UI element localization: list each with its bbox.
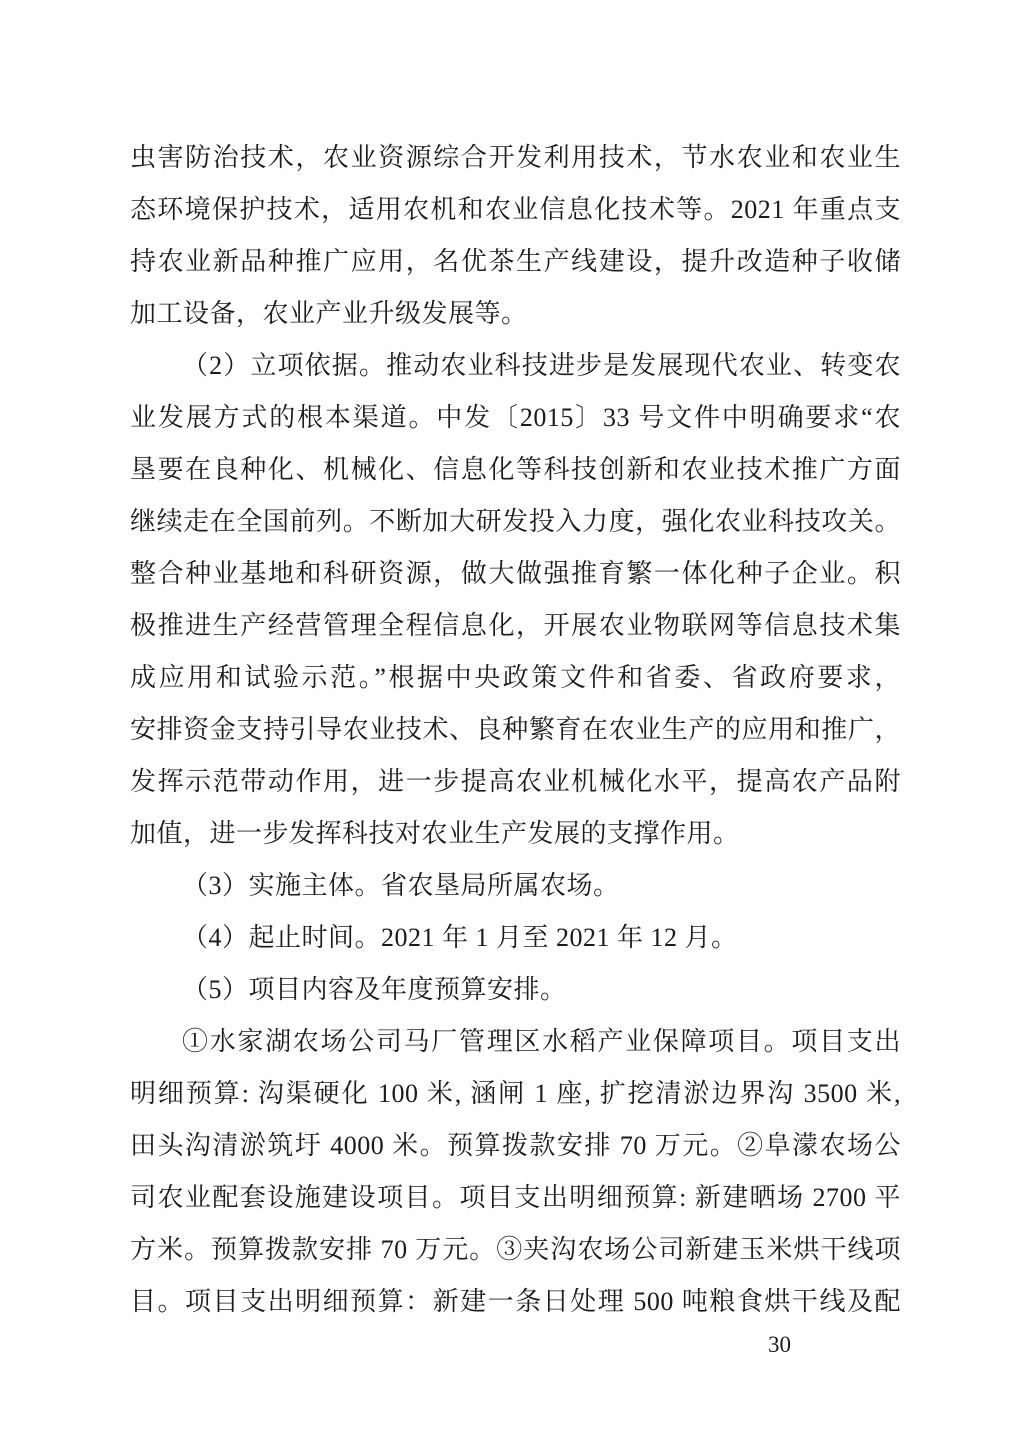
text-line-8: 继续走在全国前列。不断加大研发投入力度，强化农业科技攻关。	[130, 507, 901, 536]
text-line-23: 目。项目支出明细预算：新建一条日处理 500 吨粮食烘干线及配	[130, 1287, 901, 1316]
text-line-20: 田头沟清淤筑圩 4000 米。预算拨款安排 70 万元。②阜濛农场公	[130, 1131, 901, 1160]
text-line-3: 持农业新品种推广应用，名优茶生产线建设，提升改造种子收储	[130, 247, 901, 276]
text-line-9: 整合种业基地和科研资源，做大做强推育繁一体化种子企业。积	[130, 559, 901, 588]
text-line-21: 司农业配套设施建设项目。项目支出明细预算: 新建晒场 2700 平	[130, 1183, 901, 1212]
text-line-11: 成应用和试验示范。”根据中央政策文件和省委、省政府要求，	[130, 663, 901, 692]
text-line-10: 极推进生产经营管理全程信息化，开展农业物联网等信息技术集	[130, 611, 901, 640]
text-line-13: 发挥示范带动作用，进一步提高农业机械化水平，提高农产品附	[130, 767, 901, 796]
page-number: 30	[768, 1332, 791, 1357]
text-line-1: 虫害防治技术，农业资源综合开发利用技术，节水农业和农业生	[130, 143, 901, 172]
text-line-7: 垦要在良种化、机械化、信息化等科技创新和农业技术推广方面	[130, 455, 901, 484]
text-line-16: （4）起止时间。2021 年 1 月至 2021 年 12 月。	[182, 923, 738, 952]
text-line-2: 态环境保护技术，适用农机和农业信息化技术等。2021 年重点支	[130, 195, 901, 224]
text-line-5: （2）立项依据。推动农业科技进步是发展现代农业、转变农	[182, 351, 901, 380]
document-body-text	[130, 132, 901, 1328]
text-line-18: ①水家湖农场公司马厂管理区水稻产业保障项目。项目支出	[182, 1027, 901, 1056]
text-line-14: 加值，进一步发挥科技对农业生产发展的支撑作用。	[130, 819, 740, 848]
text-line-4: 加工设备，农业产业升级发展等。	[130, 299, 528, 328]
text-line-15: （3）实施主体。省农垦局所属农场。	[182, 871, 620, 900]
text-line-17: （5）项目内容及年度预算安排。	[182, 975, 567, 1004]
text-line-6: 业发展方式的根本渠道。中发〔2015〕33 号文件中明确要求“农	[130, 403, 901, 432]
text-line-12: 安排资金支持引导农业技术、良种繁育在农业生产的应用和推广，	[130, 715, 901, 744]
text-line-22: 方米。预算拨款安排 70 万元。③夹沟农场公司新建玉米烘干线项	[130, 1235, 901, 1264]
text-line-19: 明细预算: 沟渠硬化 100 米, 涵闸 1 座, 扩挖清淤边界沟 3500 米,	[130, 1079, 901, 1108]
